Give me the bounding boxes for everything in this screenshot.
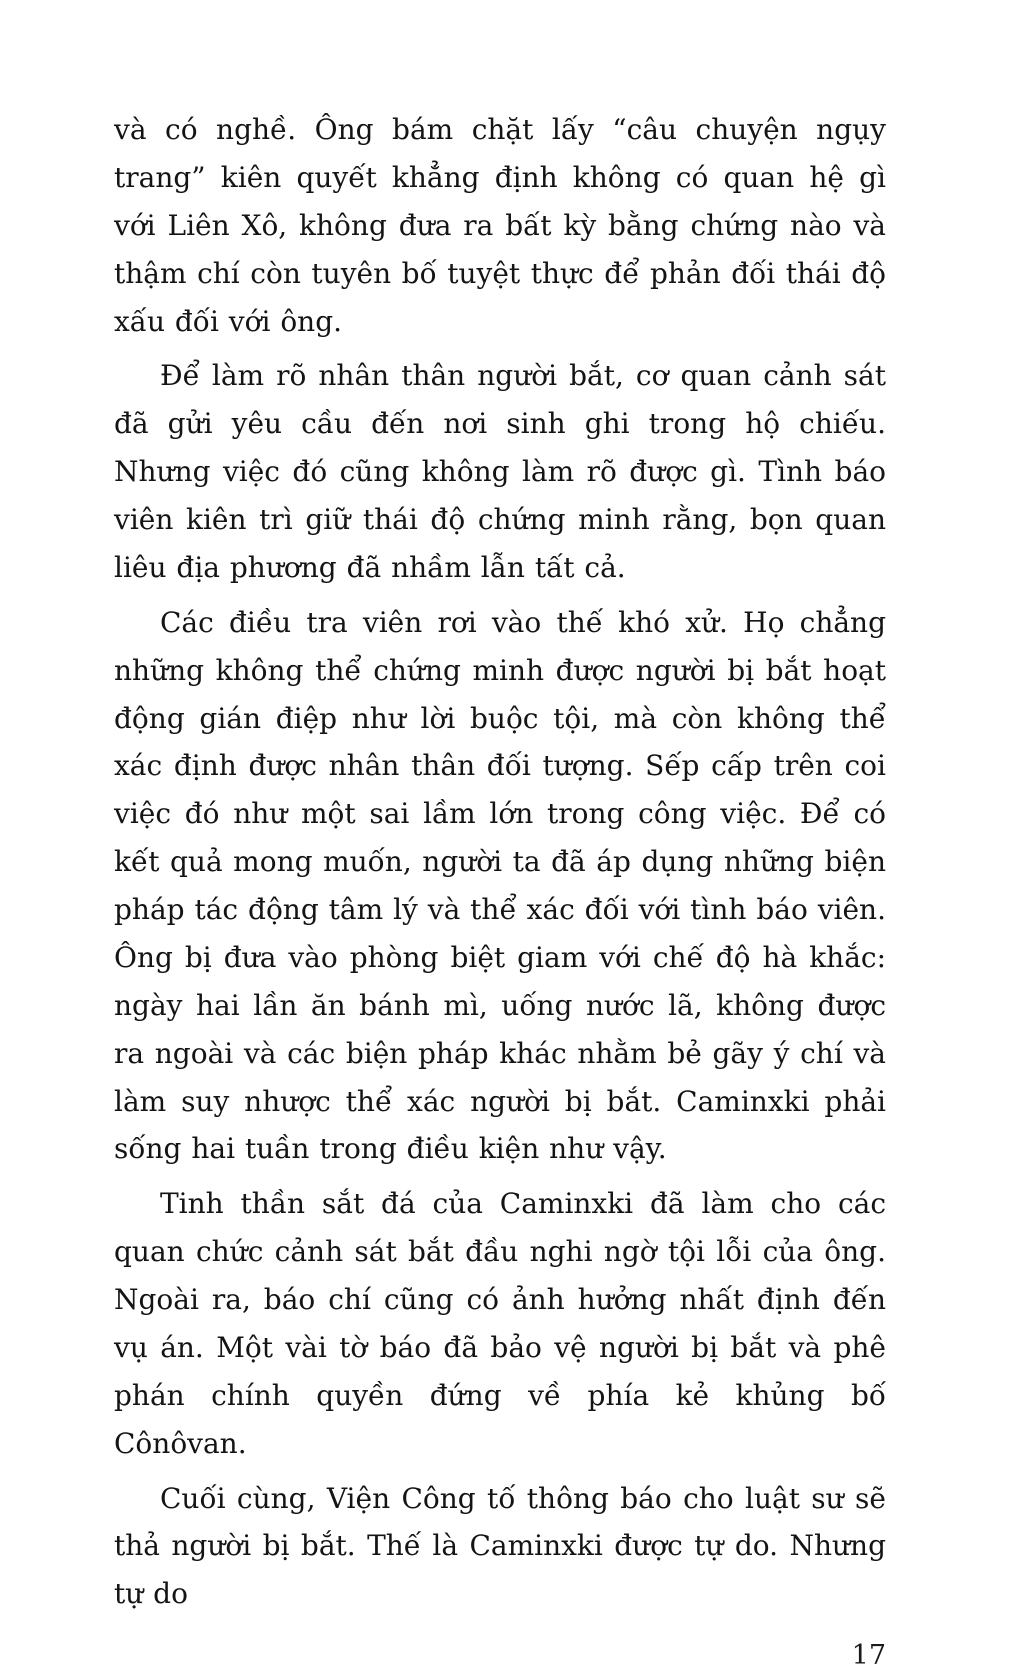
- text-block: [114, 106, 886, 1618]
- paragraph: Tinh thần sắt đá của Caminxki đã làm cho các quan chức cảnh sát bắt đầu nghi ngờ tội lỗi của ông. Ngoài ra, báo chí cũng có ảnh hưởng nhất định đến vụ án. Một vài tờ báo đã bảo vệ người bị bắt và phê phán chính quyền đứng về phía kẻ khủng bố Cônôvan.: [114, 1187, 886, 1460]
- page-number: 17: [851, 1640, 886, 1672]
- paragraph: Để làm rõ nhân thân người bắt, cơ quan cảnh sát đã gửi yêu cầu đến nơi sinh ghi trong hộ chiếu. Nhưng việc đó cũng không làm rõ được gì. Tình báo viên kiên trì giữ thái độ chứng minh rằng, bọn quan liêu địa phương đã nhầm lẫn tất cả.: [114, 359, 886, 584]
- paragraph: Các điều tra viên rơi vào thế khó xử. Họ chẳng những không thể chứng minh được người bị bắt hoạt động gián điệp như lời buộc tội, mà còn không thể xác định được nhân thân đối tượng. Sếp cấp trên coi việc đó như một sai lầm lớn trong công việc. Để có kết quả mong muốn, người ta đã áp dụng những biện pháp tác động tâm lý và thể xác đối với tình báo viên. Ông bị đưa vào phòng biệt giam với chế độ hà khắc: ngày hai lần ăn bánh mì, uống nước lã, không được ra ngoài và các biện pháp khác nhằm bẻ gãy ý chí và làm suy nhược thể xác người bị bắt. Caminxki phải sống hai tuần trong điều kiện như vậy.: [114, 605, 886, 1166]
- paragraph: Cuối cùng, Viện Công tố thông báo cho luật sư sẽ thả người bị bắt. Thế là Caminxki được tự do. Nhưng tự do: [114, 1481, 886, 1611]
- paragraph: và có nghề. Ông bám chặt lấy “câu chuyện ngụy trang” kiên quyết khẳng định không có quan hệ gì với Liên Xô, không đưa ra bất kỳ bằng chứng nào và thậm chí còn tuyên bố tuyệt thực để phản đối thái độ xấu đối với ông.: [114, 113, 886, 338]
